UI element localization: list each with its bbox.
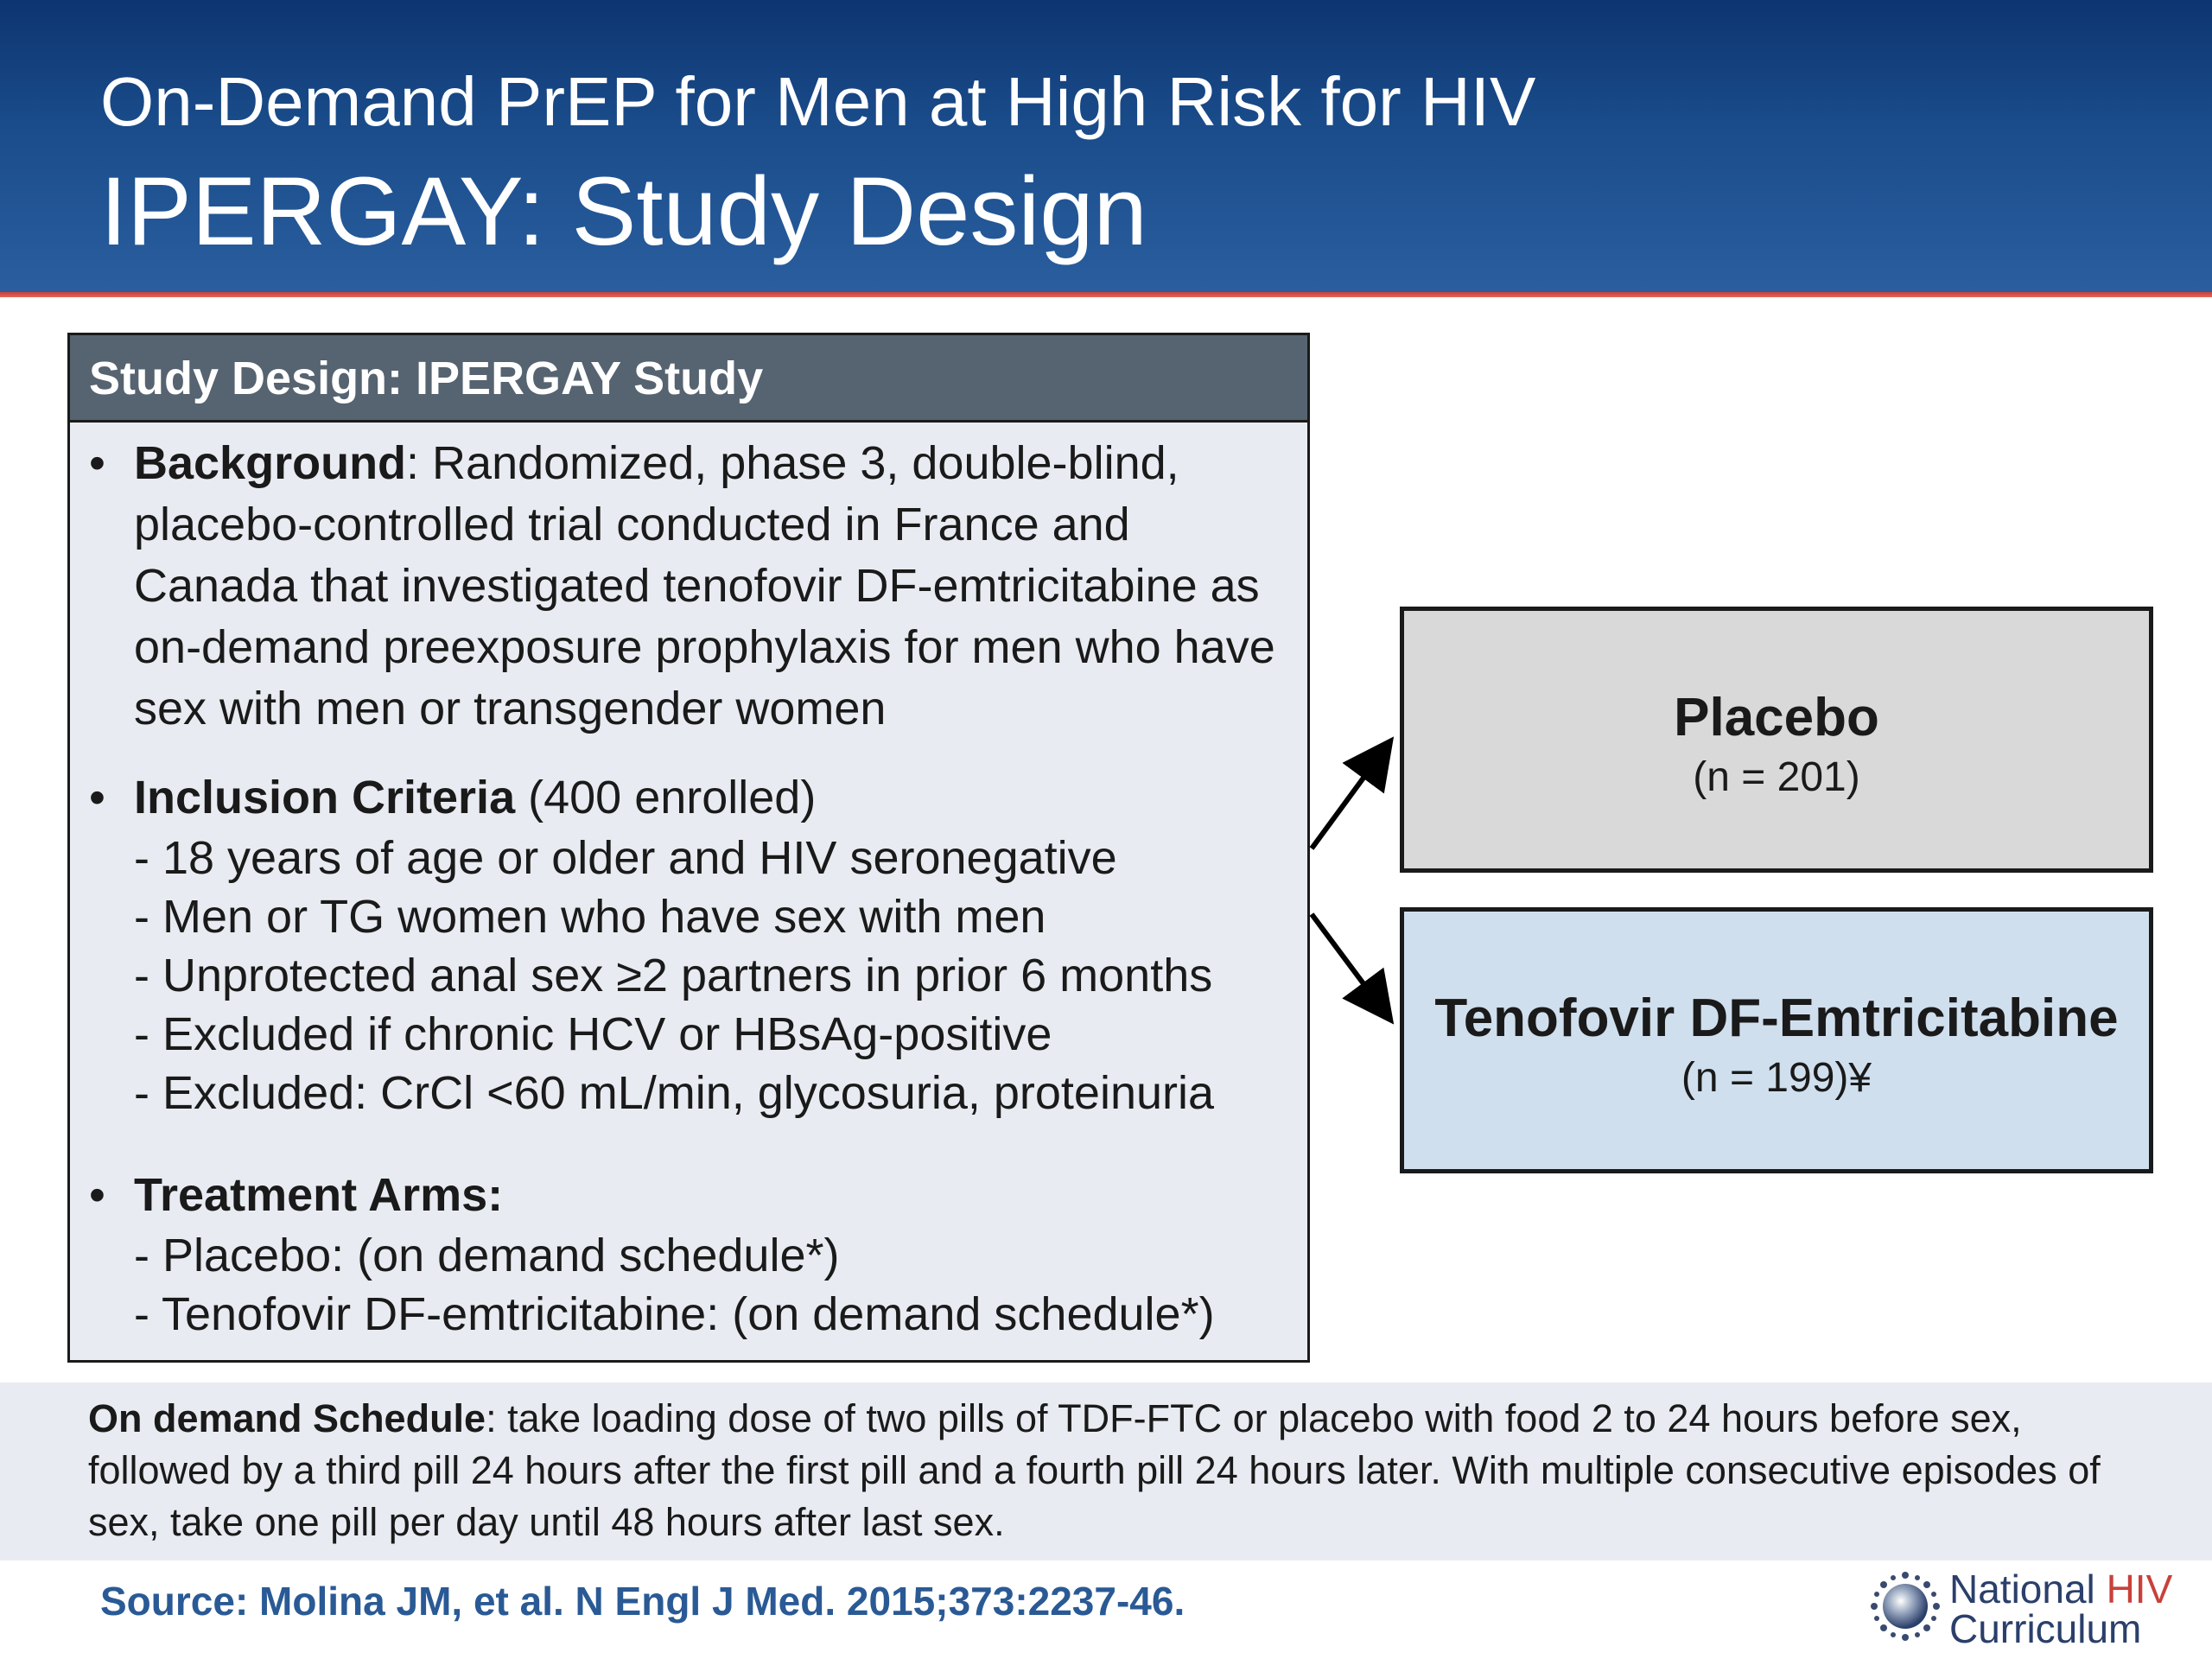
bullet-dot: •	[89, 772, 105, 823]
background-text: : Randomized, phase 3, double-blind, placebo-controlled trial conducted in France and Canada that investigated tenofovir DF-emtricitabine as on-demand preexposure prophylaxis for men who have sex with men or transgender women	[134, 437, 1275, 734]
source-citation: Source: Molina JM, et al. N Engl J Med. 2015;373:2237-46.	[100, 1579, 1185, 1624]
inclusion-item: - Excluded if chronic HCV or HBsAg-positive	[134, 1008, 1052, 1060]
inclusion-label: Inclusion Criteria	[134, 772, 516, 823]
virus-logo-icon	[1866, 1567, 1944, 1645]
inclusion-suffix: (400 enrolled)	[515, 772, 817, 823]
tdf-arm-count: (n = 199)¥	[1681, 1055, 1872, 1101]
study-design-box	[67, 333, 1310, 1363]
tdf-arm-name: Tenofovir DF-Emtricitabine	[1434, 988, 2119, 1048]
slide-title: IPERGAY: Study Design	[100, 157, 1147, 265]
bullet-dot: •	[89, 1169, 105, 1221]
header-divider	[0, 292, 2212, 297]
placebo-arm-box	[1400, 607, 2153, 873]
slide-subtitle: On-Demand PrEP for Men at High Risk for HIV	[100, 63, 1536, 140]
background-bullet	[70, 433, 1306, 740]
arrow-to-placebo	[1312, 745, 1388, 849]
bullet-dot: •	[89, 437, 105, 489]
inclusion-item: - Men or TG women who have sex with men	[134, 891, 1046, 943]
header-banner	[0, 0, 2212, 294]
tdf-arm-box	[1400, 907, 2153, 1173]
treatment-arms-bullet	[70, 1165, 1306, 1344]
schedule-footnote	[88, 1393, 2145, 1548]
treatment-arm-item: - Tenofovir DF-emtricitabine: (on demand schedule*)	[134, 1288, 1215, 1340]
logo-national: National	[1949, 1567, 2107, 1611]
inclusion-item: - Excluded: CrCl <60 mL/min, glycosuria, proteinuria	[134, 1067, 1215, 1119]
national-hiv-curriculum-logo	[1866, 1564, 2195, 1650]
schedule-label: On demand Schedule	[88, 1396, 486, 1440]
arrow-to-tdf	[1312, 914, 1388, 1016]
inclusion-item: - Unprotected anal sex ≥2 partners in prior 6 months	[134, 950, 1213, 1001]
study-design-heading: Study Design: IPERGAY Study	[70, 335, 1307, 423]
treatment-arms-label: Treatment Arms:	[134, 1169, 504, 1221]
logo-hiv: HIV	[2106, 1567, 2173, 1611]
inclusion-item: - 18 years of age or older and HIV seronegative	[134, 832, 1117, 884]
placebo-arm-count: (n = 201)	[1693, 754, 1860, 800]
treatment-arm-item: - Placebo: (on demand schedule*)	[134, 1230, 840, 1281]
schedule-text: : take loading dose of two pills of TDF-FTC or placebo with food 2 to 24 hours before sex, followed by a third pill 24 hours after the first pill and a fourth pill 24 hours later. With multiple consecutive episodes of sex, take one pill per day until 48 hours after last sex.	[88, 1396, 2101, 1544]
placebo-arm-name: Placebo	[1674, 688, 1879, 747]
inclusion-bullet	[70, 767, 1306, 1122]
schedule-footnote-band	[0, 1382, 2212, 1560]
logo-text-line2: Curriculum	[1949, 1606, 2142, 1651]
background-label: Background	[134, 437, 407, 489]
